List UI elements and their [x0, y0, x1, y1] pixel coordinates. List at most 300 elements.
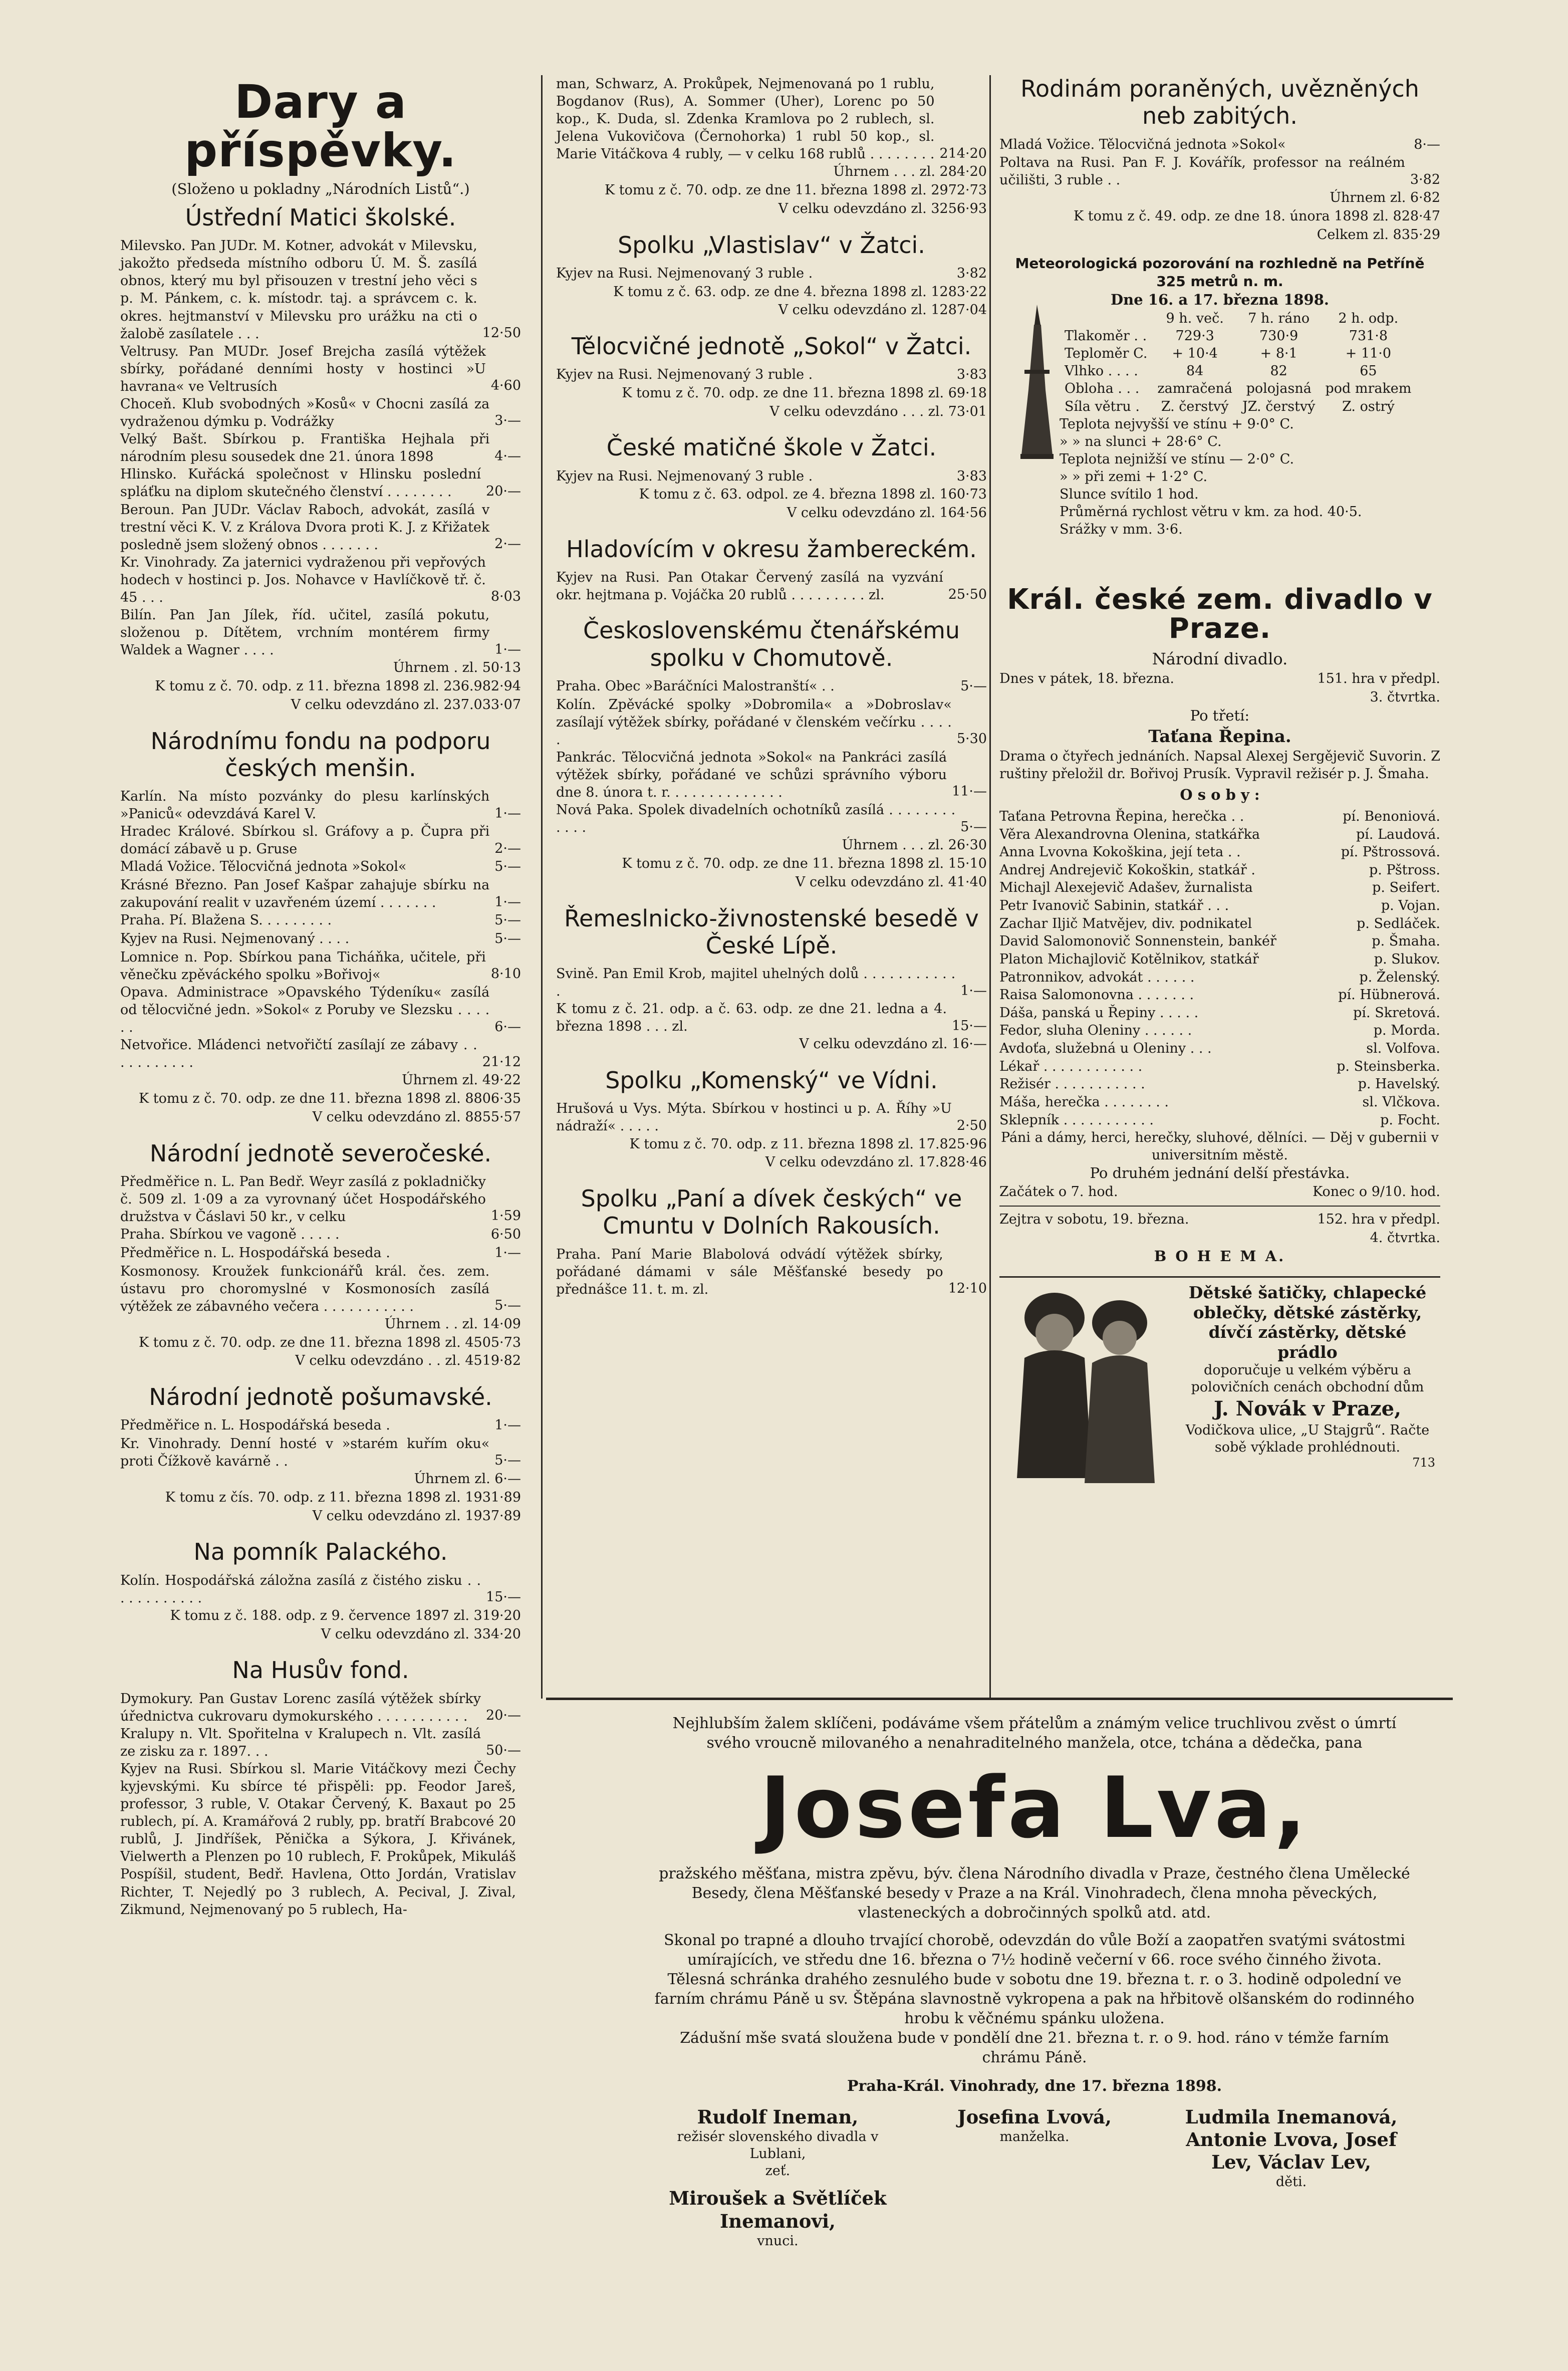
signature-name: Rudolf Ineman,	[697, 2106, 859, 2128]
ad-headline: Dětské šatičky, chlapecké oblečky, dětské zástěrky, dívčí zástěrky, dětské prádlo	[1188, 1282, 1427, 1362]
item-amount: 5·30	[956, 731, 987, 747]
list-item	[120, 237, 521, 343]
sum-line: Úhrnem zl. 6·82	[1330, 190, 1440, 206]
role: Dáša, panská u Řepiny . . . . .	[999, 1005, 1199, 1021]
item-text: Kyjev na Rusi. Nejmenovaný 3 ruble .	[556, 265, 813, 281]
list-item	[120, 823, 521, 858]
table-row	[1060, 327, 1416, 345]
cast-row	[999, 843, 1440, 861]
ad-body: doporučuje u velkém výběru a polovičních cenách obchodní dům	[1191, 1362, 1424, 1395]
total-line: Celkem zl. 835·29	[1317, 226, 1440, 243]
list-item	[999, 136, 1440, 154]
list-item	[120, 1173, 521, 1226]
signature-role: režisér slovenského divadla v Lublani,	[677, 2129, 879, 2162]
role: Anna Lvovna Kokoškina, její teta . .	[999, 844, 1241, 860]
item-amount: 11·—	[952, 784, 987, 800]
item-amount: 1·59	[490, 1208, 521, 1224]
item-amount: 5·—	[494, 912, 521, 928]
list-item	[120, 930, 521, 949]
item-text: Kolín. Zpěvácké spolky »Dobromila« a »Dobroslav« zasílají výtěžek sbírky, pořádané v členském večírku . . . . .	[556, 696, 952, 748]
item-amount: 8·03	[490, 589, 521, 605]
role: Michajl Alexejevič Adašev, žurnalista	[999, 880, 1253, 896]
column-donations-cont	[556, 75, 987, 1298]
list-item	[556, 467, 987, 486]
item-text: Kyjev na Rusi. Nejmenovaný 3 ruble .	[556, 468, 813, 484]
table-cell: + 11·0	[1345, 346, 1392, 362]
item-amount: 8·10	[490, 966, 521, 982]
item-amount: 2·—	[494, 840, 521, 856]
list-item	[556, 801, 987, 836]
section-title: Na pomník Palackého.	[193, 1538, 448, 1566]
list-item	[120, 1416, 521, 1435]
donation-list	[556, 265, 987, 283]
ad-address: Vodičkova ulice, „U Stajgrů“. Račte sobě výklade prohlédnouti.	[1185, 1422, 1430, 1455]
carry-line: K tomu z č. 70. odp. ze dne 11. března 1898 zl. 69·18	[622, 385, 987, 401]
total-line: V celku odevzdáno zl. 237.033·07	[291, 696, 521, 713]
role: Lékař . . . . . . . . . . . .	[999, 1058, 1143, 1074]
table-cell: polojasná	[1246, 381, 1312, 397]
cast-row	[999, 1022, 1440, 1040]
cast-row	[999, 1093, 1440, 1111]
item-text: Milevsko. Pan JUDr. M. Kotner, advokát v Milevsku, jakožto předseda místního odboru Ú. M. Š. zasílá obnos, který mu byl přisouzen v trestní jeho věci s p. M. Pánkem, c. k. místodr. taj. a správcem c. k. okres. hejtmanství v Milevsku pro urážku na cti o žalobě zasílatele . . .	[120, 238, 477, 342]
actor: p. Slukov.	[1374, 951, 1440, 967]
item-text: Praha. Paní Marie Blabolová odvádí výtěžek sbírky, pořádané dámami v sále Měšťanské besedy po přednášce 11. t. m. zl.	[556, 1246, 943, 1297]
list-item	[120, 858, 521, 876]
column-misc	[999, 75, 1440, 1513]
cast-row	[999, 1004, 1440, 1022]
item-amount: 21·12	[482, 1054, 521, 1070]
table-cell: 730·9	[1259, 328, 1298, 344]
section-title: Národní jednotě severočeské.	[149, 1139, 492, 1167]
cast-row	[999, 932, 1440, 951]
donation-list	[556, 965, 987, 1000]
item-text: Pankrác. Tělocvičná jednota »Sokol« na Pankráci zasílá výtěžek sbírky, pořádané ve schůzi správního výboru dne 8. února t. r. . . . . . . . . . . . . .	[556, 749, 947, 801]
cast-title: O s o b y :	[1180, 786, 1260, 804]
item-text: Lomnice n. Pop. Sbírkou pana Ticháňka, učitele, při věnečku zpěváckého spolku »Bořivoj«	[120, 949, 486, 983]
item-amount: 5·—	[960, 678, 987, 694]
notice-mass: Zádušní mše svatá sloužena bude v pondělí dne 21. března t. r. o 9. hod. ráno v témže farním chrámu Páně.	[680, 2029, 1389, 2066]
carry-amount: 15·—	[952, 1018, 987, 1034]
signature-name: Josefina Lvová,	[957, 2106, 1112, 2128]
cast-row	[999, 969, 1440, 987]
section-title: Národní jednotě pošumavské.	[149, 1383, 492, 1411]
row-label: Tlakoměr . .	[1065, 328, 1147, 344]
item-text: Nová Paka. Spolek divadelních ochotníků zasílá . . . . . . . . . . . .	[556, 802, 956, 836]
carry-text: K tomu z č. 21. odp. a č. 63. odp. ze dne 21. ledna a 4. března 1898 . . . zl.	[556, 1001, 947, 1035]
carry-line: K tomu z č. 70. odp. ze dne 11. března 1898 zl. 8806·35	[138, 1091, 521, 1107]
theatre-performance: 151. hra v předpl. 3. čtvrtka.	[1317, 670, 1440, 705]
item-text: Krásné Březno. Pan Josef Kašpar zahajuje sbírku na zakupování realit v uzavřeném území . . . . . . .	[120, 877, 490, 911]
item-amount: 3·82	[956, 265, 987, 281]
sum-line: Úhrnem . . . zl. 26·30	[842, 837, 987, 853]
item-amount: 5·—	[494, 1298, 521, 1314]
signature-name: Miroušek a Světlíček Inemanovi,	[669, 2187, 887, 2232]
column-rule-2	[989, 75, 991, 1699]
list-item	[120, 1572, 521, 1607]
list-item	[120, 1036, 521, 1071]
cast-row	[999, 1058, 1440, 1076]
theatre-end: Konec o 9/10. hod.	[1313, 1184, 1440, 1200]
item-text: Hradec Králové. Sbírkou sl. Gráfovy a p. Čupra při domácí zábavě u p. Gruse	[120, 824, 490, 857]
total-line: V celku odevzdáno zl. 8855·57	[312, 1109, 521, 1125]
item-amount: 5·—	[960, 819, 987, 835]
list-item	[120, 911, 521, 930]
sum-line: Úhrnem . . zl. 14·09	[384, 1316, 521, 1332]
signature-relation: vnuci.	[757, 2233, 799, 2249]
list-item	[120, 1244, 521, 1263]
ad-firm: J. Novák v Praze,	[1213, 1396, 1402, 1420]
total-line: V celku odevzdáno zl. 1937·89	[312, 1508, 521, 1524]
meteo-date: Dne 16. a 17. března 1898.	[1110, 291, 1330, 309]
actor: sl. Vlčkova.	[1362, 1094, 1440, 1110]
role: Patronnikov, advokát . . . . . .	[999, 969, 1195, 985]
donation-list	[120, 1690, 521, 1919]
item-amount: 4·—	[494, 448, 521, 464]
cast-row	[999, 951, 1440, 969]
item-amount: 3·82	[1410, 171, 1440, 187]
actor: p. Želenský.	[1359, 969, 1440, 985]
item-text: Kyjev na Rusi. Nejmenovaný . . . .	[120, 931, 350, 947]
meteo-line: Teplota nejnižší ve stínu — 2·0° C.	[1060, 451, 1294, 467]
role: David Salomonovič Sonnenstein, bankéř	[999, 933, 1276, 950]
theatre-date-line	[999, 670, 1440, 706]
theatre-date: Dnes v pátek, 18. března.	[999, 670, 1175, 686]
notice-intro: Nejhlubším žalem sklíčeni, podáváme všem přátelům a známým velice truchlivou zvěst o úmrtí svého vroucně milovaného a nenahraditelného manžela, otce, tchána a dědečka, pana	[672, 1715, 1397, 1752]
list-item	[556, 749, 987, 801]
section-title: Hladovícím v okresu žambereckém.	[566, 535, 977, 563]
page-subtitle: (Složeno u pokladny „Národních Listů“.)	[171, 180, 470, 198]
signatures	[651, 2106, 1418, 2249]
list-item	[120, 395, 521, 430]
item-text: Dymokury. Pan Gustav Lorenc zasílá výtěžek sbírky úřednictva cukrovaru dymokurského . . . . . . . . . . .	[120, 1691, 481, 1724]
item-amount: 2·50	[956, 1117, 987, 1133]
carry-line: K tomu z č. 63. odp. ze dne 4. března 1898 zl. 1283·22	[613, 284, 987, 300]
carry-line: K tomu z č. 70. odp. ze dne 11. března 1898 zl. 15·10	[622, 856, 987, 872]
donation-list	[120, 237, 521, 659]
donation-list	[556, 1100, 987, 1135]
item-amount: 50·—	[486, 1743, 521, 1759]
donation-list	[556, 569, 987, 604]
theatre-pause: Po druhém jednání delší přestávka.	[1090, 1164, 1350, 1182]
table-cell: 65	[1360, 363, 1377, 379]
theatre-next	[999, 1211, 1440, 1247]
item-text: Mladá Vožice. Tělocvičná jednota »Sokol«	[999, 136, 1286, 152]
sum-line: Úhrnem . zl. 50·13	[393, 660, 521, 676]
item-amount: 6·—	[494, 1019, 521, 1035]
actor: p. Steinsberka.	[1337, 1058, 1440, 1074]
table-row	[1060, 380, 1416, 397]
list-item	[120, 1263, 521, 1315]
actor: pí. Hübnerová.	[1338, 987, 1440, 1003]
item-text: Netvořice. Mládenci netvořičtí zasílají ze zábavy . . . . . . . . . . .	[120, 1037, 477, 1071]
table-row	[1060, 398, 1416, 415]
item-text: Beroun. Pan JUDr. Václav Raboch, advokát, zasílá v trestní věci K. V. z Králova Dvora proti K. J. z Křižatek posledně jsem složený obnos . . . . . . .	[120, 502, 490, 553]
column-rule-1	[541, 75, 543, 1699]
donation-list	[120, 1572, 521, 1607]
meteo-table	[1060, 310, 1416, 415]
table-cell: Z. ostrý	[1342, 398, 1395, 414]
item-text: Bilín. Pan Jan Jílek, říd. učitel, zasílá pokutu, složenou p. Dítětem, vrchním montérem firmy Waldek a Wagner . . . .	[120, 607, 490, 658]
list-item	[556, 366, 987, 384]
meteo-line: Slunce svítilo 1 hod.	[1060, 487, 1199, 502]
item-text: Hlinsko. Kuřácká společnost v Hlinsku poslední spláťku na diplom skutečného členství . . . . . . . .	[120, 466, 481, 500]
donation-list	[120, 1416, 521, 1470]
item-amount: 5·—	[494, 859, 521, 875]
cast-list	[999, 808, 1440, 1129]
item-amount: 1·—	[494, 894, 521, 910]
list-item	[120, 788, 521, 823]
actor: pí. Pštrossová.	[1341, 844, 1440, 860]
actor: p. Morda.	[1373, 1023, 1440, 1039]
row-label: Síla větru .	[1065, 398, 1140, 414]
actor: pí. Laudová.	[1356, 826, 1440, 842]
cast-row	[999, 861, 1440, 879]
section-title: České matičné škole v Žatci.	[606, 434, 937, 461]
meteo-line: Srážky v mm. 3·6.	[1060, 522, 1183, 538]
theatre-start: Začátek o 7. hod.	[999, 1184, 1118, 1200]
donation-list	[556, 366, 987, 384]
section-title: Spolku „Vlastislav“ v Žatci.	[618, 231, 925, 259]
carry-line: K tomu z č. 49. odp. ze dne 18. února 1898 zl. 828·47	[1074, 208, 1440, 224]
theatre-times	[999, 1183, 1440, 1202]
table-row	[1060, 345, 1416, 362]
total-line: V celku odevzdáno zl. 17.828·46	[765, 1154, 987, 1170]
item-text: Hrušová u Vys. Mýta. Sbírkou v hostinci u p. A. Říhy »U nádraží« . . . . .	[556, 1101, 952, 1134]
item-amount: 12·10	[948, 1281, 987, 1297]
table-cell: + 10·4	[1172, 346, 1218, 362]
item-amount: 4·60	[490, 378, 521, 394]
list-item	[120, 606, 521, 659]
row-label: Vlhko . . . .	[1065, 363, 1138, 379]
table-cell: Z. čerstvý	[1161, 398, 1229, 414]
ad-number: 713	[1412, 1456, 1435, 1470]
carry-line: K tomu z č. 63. odpol. ze 4. března 1898 zl. 160·73	[639, 487, 987, 503]
cast-row	[999, 1075, 1440, 1093]
actor: p. Šmaha.	[1372, 933, 1440, 950]
total-line: V celku odevzdáno zl. 334·20	[321, 1626, 521, 1642]
section-title: Národnímu fondu na podporu českých menšin.	[150, 727, 491, 782]
list-item	[556, 1246, 987, 1298]
role: Máša, herečka . . . . . . . .	[999, 1094, 1169, 1110]
item-text: Praha. Pí. Blažena S. . . . . . . . .	[120, 912, 332, 928]
item-amount: 5·—	[494, 1453, 521, 1469]
list-item	[556, 677, 987, 696]
item-text: Choceň. Klub svobodných »Kosů« v Chocni zasílá za vydraženou dýmku p. Vodrážky	[120, 396, 490, 430]
item-amount: 6·50	[490, 1227, 521, 1243]
item-text: Velký Bašt. Sbírkou p. Františka Hejhala při národním plesu sousedek dne 21. února 1898	[120, 431, 490, 465]
table-cell: 729·3	[1175, 328, 1214, 344]
deceased-name: Josefa Lva,	[759, 1759, 1310, 1857]
actor: p. Focht.	[1380, 1112, 1440, 1128]
donation-list	[999, 136, 1440, 189]
signature	[651, 2106, 904, 2249]
donation-list	[556, 677, 987, 836]
meteo-line: » » na slunci + 28·6° C.	[1060, 433, 1222, 449]
list-item	[120, 343, 521, 395]
item-text: Předměřice n. L. Hospodářská beseda .	[120, 1245, 390, 1261]
item-text: Kyjev na Rusi. Pan Otakar Červený zasílá na vyzvání okr. hejtmana p. Vojáčka 20 rublů . . . . . . . . . zl.	[556, 570, 943, 603]
table-cell: 84	[1186, 363, 1204, 379]
list-item	[556, 75, 987, 163]
total-line: V celku odevzdáno . . zl. 4519·82	[295, 1353, 521, 1369]
item-text: Karlín. Na místo pozvánky do plesu karlínských »Paniců« odevzdává Karel V.	[120, 789, 490, 822]
theatre-desc: Drama o čtyřech jednáních. Napsal Alexej Sergějevič Suvorin. Z ruštiny přeložil dr. Bořivoj Prusík. Vypravil režisér p. J. Šmaha.	[999, 749, 1440, 782]
sum-line: Úhrnem . . . zl. 284·20	[833, 164, 987, 180]
meteo-line: Průměrná rychlost větru v km. za hod. 40·5.	[1060, 504, 1362, 520]
item-text: Mladá Vožice. Tělocvičná jednota »Sokol«	[120, 859, 407, 875]
item-amount: 12·50	[482, 325, 521, 341]
item-amount: 3·83	[956, 468, 987, 484]
ad-text-block	[1180, 1283, 1435, 1470]
list-item	[556, 569, 987, 604]
item-text: Kr. Vinohrady. Denní hosté v »starém kuřím oku« proti Čížkově kavárně . .	[120, 1436, 490, 1470]
carry-line: K tomu z č. 70. odp. ze dne 11. března 1898 zl. 2972·73	[604, 182, 987, 198]
theatre-next-play: B O H E M A.	[1154, 1248, 1286, 1265]
item-amount: 20·—	[486, 483, 521, 499]
section-title: Řemeslnicko-živnostenské besedě v České Lípě.	[564, 904, 979, 959]
children-illustration-icon	[1004, 1278, 1170, 1493]
meteo-block	[999, 255, 1440, 575]
item-text: Poltava na Rusi. Pan F. J. Kovářík, professor na reálném učilišti, 3 ruble . .	[999, 155, 1405, 188]
actor: sl. Volfova.	[1366, 1041, 1440, 1057]
cast-row	[999, 1111, 1440, 1129]
table-cell: + 8·1	[1260, 346, 1297, 362]
list-item	[120, 1435, 521, 1470]
list-item	[556, 265, 987, 283]
theatre-play: Taťana Řepina.	[1148, 726, 1291, 747]
item-text: Opava. Administrace »Opavského Týdeníku« zasílá od tělocvičné jedn. »Sokol« z Poruby ve Slezsku . . . . . .	[120, 984, 490, 1036]
signature	[1165, 2106, 1418, 2249]
list-item	[120, 430, 521, 465]
sum-line: Úhrnem zl. 6·—	[414, 1471, 521, 1487]
actor: pí. Benoniová.	[1343, 808, 1440, 824]
table-cell: 731·8	[1349, 328, 1388, 344]
item-text: Praha. Sbírkou ve vagoně . . . . .	[120, 1227, 340, 1243]
table-cell: zamračená	[1157, 381, 1232, 397]
list-item	[556, 696, 987, 749]
sum-line: Úhrnem zl. 49·22	[402, 1072, 521, 1088]
role: Taťana Petrovna Řepina, herečka . .	[999, 808, 1244, 824]
signature-relation: děti.	[1275, 2174, 1307, 2190]
cast-row	[999, 915, 1440, 933]
notice-top-rule	[546, 1698, 1453, 1700]
item-text: Veltrusy. Pan MUDr. Josef Brejcha zasílá výtěžek sbírky, pořádané denními hosty v hostinci »U havrana« ve Veltrusích	[120, 343, 486, 394]
actor: p. Pštross.	[1369, 862, 1440, 878]
section-title: Spolku „Paní a dívek českých“ ve Cmuntu v Dolních Rakousích.	[581, 1185, 962, 1240]
item-text: man, Schwarz, A. Prokůpek, Nejmenovaná po 1 rublu, Bogdanov (Rus), A. Sommer (Uher), Lorenc po 50 kop., K. Duda, sl. Zdenka Kramlova po 2 rublech, sl. Jelena Vukovičova (Černohorka) 1 rubl 50 kop., sl. Marie Vitáčkova 4 rubly, — v celku 168 rublů . . . . . . . .	[556, 76, 935, 162]
section-title: Tělocvičné jednotě „Sokol“ v Žatci.	[571, 333, 972, 360]
item-text: Předměřice n. L. Hospodářská beseda .	[120, 1417, 390, 1434]
actor: p. Havelský.	[1358, 1076, 1440, 1092]
carry-line: K tomu z č. 70. odp. z 11. března 1898 zl. 236.982·94	[155, 678, 521, 694]
total-line: V celku odevzdáno zl. 3256·93	[778, 200, 987, 216]
cast-row	[999, 897, 1440, 915]
cast-row	[999, 986, 1440, 1004]
item-amount: 1·—	[494, 1245, 521, 1261]
cast-row	[999, 826, 1440, 844]
actor: p. Sedláček.	[1357, 915, 1440, 931]
list-item	[120, 984, 521, 1036]
role: Raisa Salomonovna . . . . . . .	[999, 987, 1194, 1003]
item-amount: 25·50	[948, 586, 987, 602]
item-amount: 8·—	[1414, 136, 1440, 152]
notice-funeral: Tělesná schránka drahého zesnulého bude v sobotu dne 19. března t. r. o 3. hodině odpolední ve farním chrámu Páně u sv. Štěpána slavnostně vykropena a pak na hřbitově olšanském do rodinného hrobu k věčnému spánku uložena.	[654, 1971, 1415, 2027]
notice-place: Praha-Král. Vinohrady, dne 17. března 1898.	[847, 2077, 1222, 2095]
item-amount: 2·—	[494, 536, 521, 552]
section-title: Rodinám poraněných, uvězněných neb zabitých.	[1020, 75, 1419, 130]
item-amount: 5·—	[494, 931, 521, 947]
page-title: Dary a příspěvky.	[184, 75, 457, 177]
signature-relation: zeť.	[765, 2163, 791, 2179]
item-amount: 214·20	[939, 145, 987, 161]
actor: pí. Skretová.	[1353, 1005, 1440, 1021]
list-item	[120, 1725, 521, 1760]
section-title: Československému čtenářskému spolku v Chomutově.	[583, 617, 960, 671]
item-text: Kolín. Hospodářská záložna zasílá z čistého zisku . . . . . . . . . . . .	[120, 1572, 481, 1606]
list-item	[999, 154, 1440, 189]
item-text: Kralupy n. Vlt. Spořitelna v Kralupech n. Vlt. zasílá ze zisku za r. 1897. . .	[120, 1726, 481, 1759]
item-amount: 20·—	[486, 1707, 521, 1723]
item-amount: 1·—	[494, 1417, 521, 1434]
petrin-tower-icon	[1019, 305, 1055, 460]
section-title: Na Husův fond.	[232, 1656, 409, 1684]
total-line: V celku odevzdáno zl. 41·40	[795, 874, 987, 890]
signature-name: Ludmila Inemanová, Antonie Lvova, Josef Lev, Václav Lev,	[1185, 2106, 1398, 2174]
theatre-crowd: Páni a dámy, herci, herečky, sluhové, dělníci. — Děj v gubernii v universitním městě.	[1000, 1130, 1439, 1163]
carry-line: K tomu z č. 70. odp. ze dne 11. března 1898 zl. 4505·73	[138, 1334, 521, 1350]
table-row	[1060, 362, 1416, 380]
theatre-next-date: Zejtra v sobotu, 19. března.	[999, 1211, 1189, 1227]
carry-line	[556, 1000, 987, 1035]
theatre-next-perf: 152. hra v předpl. 4. čtvrtka.	[1317, 1211, 1440, 1246]
role: Andrej Andrejevič Kokoškin, statkář .	[999, 862, 1255, 878]
table-cell: pod mrakem	[1325, 381, 1412, 397]
cast-row	[999, 879, 1440, 897]
theatre-subtitle: Národní divadlo.	[1152, 649, 1288, 669]
row-label: Obloha . . .	[1065, 381, 1140, 397]
theatre-title: Král. české zem. divadlo v Praze.	[1007, 583, 1433, 645]
item-text: Svině. Pan Emil Krob, majitel uhelných dolů . . . . . . . . . . . .	[556, 966, 956, 1000]
notice-death: Skonal po trapné a dlouho trvající chorobě, odevzdán do vůle Boží a zaopatřen svatými svátostmi umírajících, ve středu dne 16. března o 7½ hodině večerní v 66. roce svého činného života.	[664, 1932, 1405, 1969]
item-text: Praha. Obec »Baráčníci Malostranští« . .	[556, 678, 835, 694]
row-label: Teploměr C.	[1065, 346, 1148, 362]
donation-list	[556, 467, 987, 486]
notice-desc: pražského měšťana, mistra zpěvu, býv. člena Národního divadla v Praze, čestného člena Umělecké Besedy, člena Měšťanské besedy v Praze a na Král. Vinohradech, člena mnoha pěveckých, vlasteneckých a dobročinných spolků atd. atd.	[659, 1865, 1410, 1922]
total-line: V celku odevzdáno zl. 16·—	[799, 1036, 987, 1052]
actor: p. Vojan.	[1381, 898, 1440, 914]
role: Petr Ivanovič Sabinin, statkář . . .	[999, 898, 1229, 914]
meteo-title: Meteorologická pozorování na rozhledně na Petříně 325 metrů n. m.	[1015, 255, 1425, 290]
item-amount: 3·83	[956, 367, 987, 383]
list-item	[120, 465, 521, 501]
meteo-extra	[1060, 415, 1440, 539]
col-head: 2 h. odp.	[1338, 311, 1399, 327]
table-cell: 82	[1270, 363, 1287, 379]
item-text: Kosmonosy. Kroužek funkcionářů král. čes. zem. ústavu pro choromyslné v Kosmonosích zasílá výtěžek ze zábavného večera . . . . . . . . . . .	[120, 1263, 490, 1314]
col-head: 9 h. več.	[1166, 311, 1224, 327]
donation-list	[120, 1173, 521, 1315]
donation-list	[120, 788, 521, 1071]
cast-row	[999, 808, 1440, 826]
item-amount: 1·—	[494, 641, 521, 657]
total-line: V celku odevzdáno . . . zl. 73·01	[769, 403, 987, 419]
role: Věra Alexandrovna Olenina, statkářka	[999, 826, 1260, 842]
list-item	[120, 949, 521, 984]
meteo-line: Teplota nejvyšší ve stínu + 9·0° C.	[1060, 416, 1294, 432]
list-item	[120, 1690, 521, 1725]
role: Sklepník . . . . . . . . . . .	[999, 1112, 1154, 1128]
item-amount: 1·—	[960, 983, 987, 999]
